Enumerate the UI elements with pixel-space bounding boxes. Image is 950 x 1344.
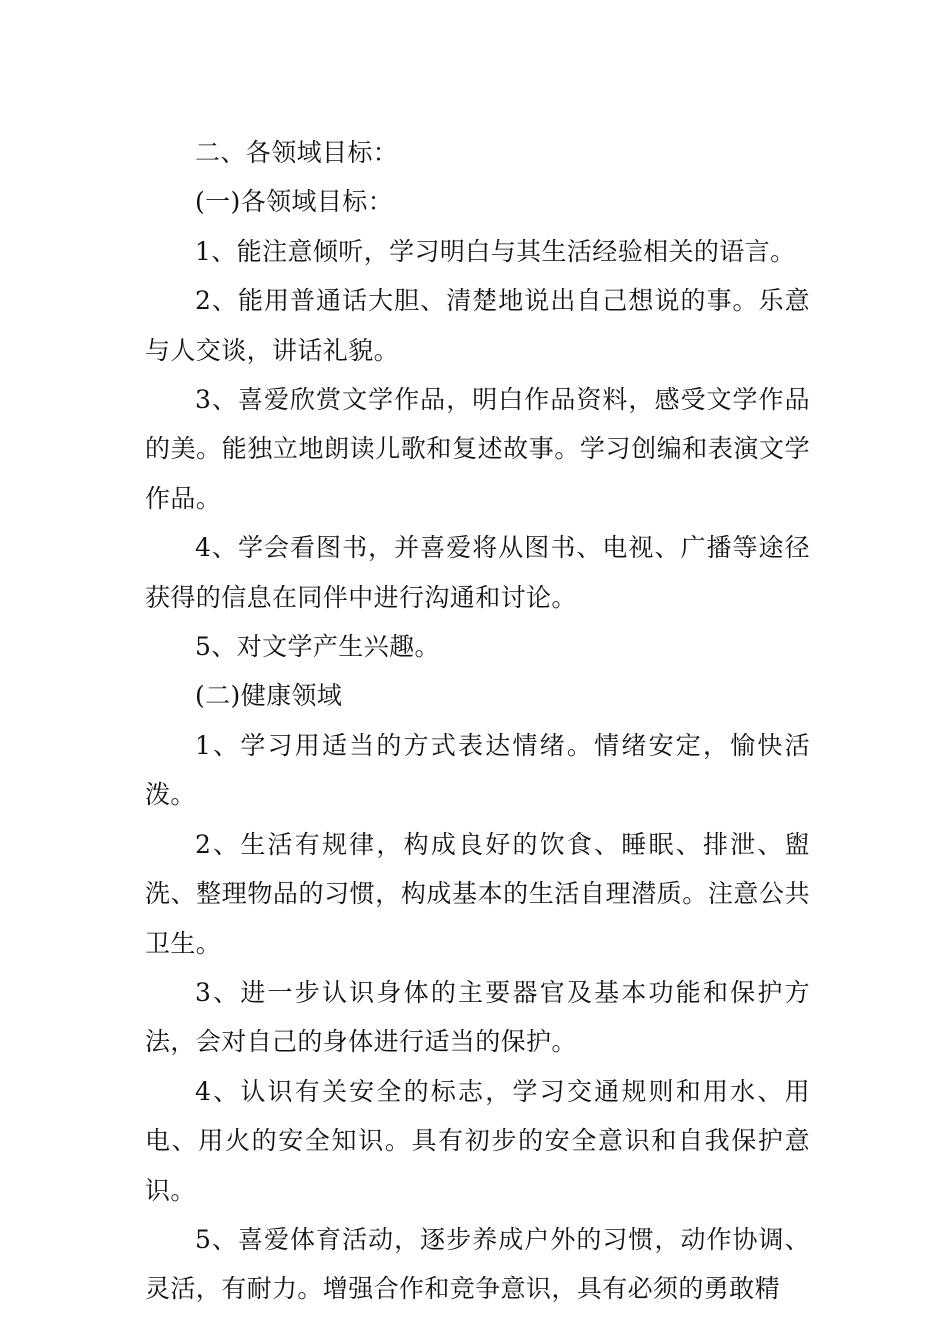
document-body [145,128,810,1314]
paragraph: 5、对文学产生兴趣。 [195,632,440,662]
paragraph: 1、能注意倾听，学习明白与其生活经验相关的语言。 [195,236,796,266]
paragraph: 3、喜爱欣赏文学作品，明白作品资料，感受文学作品的美。能独立地朗读儿歌和复述故事。学习创编和表演文学作品。 [145,385,810,513]
paragraph: 2、生活有规律，构成良好的饮食、睡眠、排泄、盥洗、整理物品的习惯，构成基本的生活自理潜质。注意公共卫生。 [145,829,810,958]
paragraph: 5、喜爱体育活动，逐步养成户外的习惯，动作协调、灵活，有耐力。增强合作和竞争意识，具有必须的勇敢精 [145,1224,810,1304]
paragraph: 4、认识有关安全的标志，学习交通规则和用水、用电、用火的安全知识。具有初步的安全意识和自我保护意识。 [145,1076,810,1205]
paragraph: 2、能用普通话大胆、清楚地说出自己想说的事。乐意与人交谈，讲话礼貌。 [145,286,810,365]
paragraph: 3、进一步认识身体的主要器官及基本功能和保护方法，会对自己的身体进行适当的保护。 [145,977,810,1057]
subsection-heading: (一)各领域目标： [195,187,394,217]
section-heading: 二、各领域目标： [195,138,399,167]
paragraph: 4、学会看图书，并喜爱将从图书、电视、广播等途径获得的信息在同伴中进行沟通和讨论。 [145,533,810,612]
paragraph: 1、学习用适当的方式表达情绪。情绪安定，愉快活泼。 [145,730,810,810]
subsection-heading: (二)健康领域 [195,681,343,711]
